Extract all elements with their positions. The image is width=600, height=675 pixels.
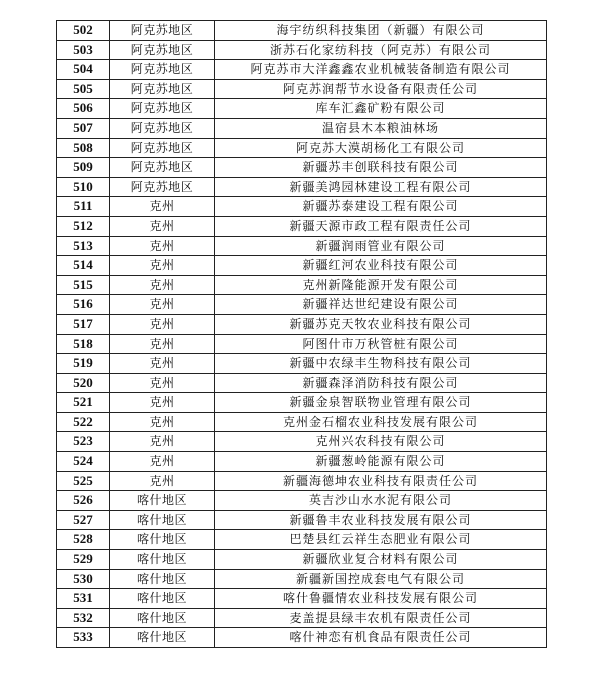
- row-number-cell: 526: [57, 491, 110, 511]
- company-name-cell: 库车汇鑫矿粉有限公司: [215, 99, 547, 119]
- company-name-cell: 克州新隆能源开发有限公司: [215, 275, 547, 295]
- company-name-cell: 新疆海德坤农业科技有限责任公司: [215, 471, 547, 491]
- row-number-cell: 513: [57, 236, 110, 256]
- company-name-cell: 新疆苏丰创联科技有限公司: [215, 158, 547, 178]
- region-cell: 喀什地区: [110, 628, 215, 648]
- region-cell: 克州: [110, 197, 215, 217]
- row-number-cell: 507: [57, 118, 110, 138]
- table-row: [57, 40, 547, 60]
- region-cell: 克州: [110, 256, 215, 276]
- row-number-cell: 516: [57, 295, 110, 315]
- table-row: [57, 79, 547, 99]
- region-cell: 喀什地区: [110, 510, 215, 530]
- region-cell: 克州: [110, 432, 215, 452]
- company-name-cell: 浙苏石化家纺科技（阿克苏）有限公司: [215, 40, 547, 60]
- company-list-table-wrapper: [56, 20, 546, 648]
- row-number-cell: 519: [57, 354, 110, 374]
- company-name-cell: 喀什神恋有机食品有限责任公司: [215, 628, 547, 648]
- row-number-cell: 502: [57, 21, 110, 41]
- row-number-cell: 503: [57, 40, 110, 60]
- company-name-cell: 喀什鲁疆情农业科技发展有限公司: [215, 589, 547, 609]
- table-row: [57, 236, 547, 256]
- region-cell: 阿克苏地区: [110, 60, 215, 80]
- company-name-cell: 新疆新国控成套电气有限公司: [215, 569, 547, 589]
- region-cell: 喀什地区: [110, 589, 215, 609]
- company-name-cell: 新疆美鸿园林建设工程有限公司: [215, 177, 547, 197]
- table-row: [57, 393, 547, 413]
- company-name-cell: 阿克苏大漠胡杨化工有限公司: [215, 138, 547, 158]
- region-cell: 克州: [110, 412, 215, 432]
- row-number-cell: 514: [57, 256, 110, 276]
- region-cell: 喀什地区: [110, 530, 215, 550]
- region-cell: 阿克苏地区: [110, 40, 215, 60]
- company-name-cell: 新疆润雨管业有限公司: [215, 236, 547, 256]
- row-number-cell: 512: [57, 216, 110, 236]
- table-row: [57, 530, 547, 550]
- table-row: [57, 334, 547, 354]
- company-name-cell: 海宇纺织科技集团（新疆）有限公司: [215, 21, 547, 41]
- company-name-cell: 新疆葱岭能源有限公司: [215, 452, 547, 472]
- row-number-cell: 527: [57, 510, 110, 530]
- table-row: [57, 21, 547, 41]
- region-cell: 喀什地区: [110, 569, 215, 589]
- table-row: [57, 216, 547, 236]
- table-row: [57, 373, 547, 393]
- region-cell: 克州: [110, 236, 215, 256]
- region-cell: 克州: [110, 452, 215, 472]
- table-row: [57, 491, 547, 511]
- region-cell: 克州: [110, 295, 215, 315]
- row-number-cell: 523: [57, 432, 110, 452]
- region-cell: 阿克苏地区: [110, 99, 215, 119]
- region-cell: 阿克苏地区: [110, 138, 215, 158]
- table-row: [57, 60, 547, 80]
- row-number-cell: 509: [57, 158, 110, 178]
- row-number-cell: 521: [57, 393, 110, 413]
- region-cell: 阿克苏地区: [110, 21, 215, 41]
- table-row: [57, 354, 547, 374]
- table-row: [57, 158, 547, 178]
- row-number-cell: 525: [57, 471, 110, 491]
- table-row: [57, 589, 547, 609]
- table-row: [57, 118, 547, 138]
- row-number-cell: 531: [57, 589, 110, 609]
- table-row: [57, 314, 547, 334]
- company-name-cell: 麦盖提县绿丰农机有限责任公司: [215, 608, 547, 628]
- region-cell: 阿克苏地区: [110, 158, 215, 178]
- table-row: [57, 256, 547, 276]
- company-name-cell: 新疆森泽消防科技有限公司: [215, 373, 547, 393]
- row-number-cell: 529: [57, 550, 110, 570]
- company-name-cell: 阿克苏市大洋鑫鑫农业机械装备制造有限公司: [215, 60, 547, 80]
- table-row: [57, 510, 547, 530]
- row-number-cell: 533: [57, 628, 110, 648]
- region-cell: 阿克苏地区: [110, 177, 215, 197]
- company-name-cell: 新疆鲁丰农业科技发展有限公司: [215, 510, 547, 530]
- table-row: [57, 569, 547, 589]
- company-name-cell: 英吉沙山水水泥有限公司: [215, 491, 547, 511]
- company-name-cell: 新疆苏克天牧农业科技有限公司: [215, 314, 547, 334]
- row-number-cell: 518: [57, 334, 110, 354]
- region-cell: 克州: [110, 334, 215, 354]
- row-number-cell: 515: [57, 275, 110, 295]
- region-cell: 克州: [110, 216, 215, 236]
- company-name-cell: 巴楚县红云祥生态肥业有限公司: [215, 530, 547, 550]
- table-body: [57, 21, 547, 648]
- company-name-cell: 新疆欣业复合材料有限公司: [215, 550, 547, 570]
- region-cell: 克州: [110, 393, 215, 413]
- row-number-cell: 532: [57, 608, 110, 628]
- row-number-cell: 522: [57, 412, 110, 432]
- table-row: [57, 608, 547, 628]
- row-number-cell: 528: [57, 530, 110, 550]
- row-number-cell: 517: [57, 314, 110, 334]
- company-name-cell: 新疆金泉智联物业管理有限公司: [215, 393, 547, 413]
- row-number-cell: 524: [57, 452, 110, 472]
- company-name-cell: 温宿县木本粮油林场: [215, 118, 547, 138]
- table-row: [57, 295, 547, 315]
- region-cell: 克州: [110, 354, 215, 374]
- table-row: [57, 628, 547, 648]
- row-number-cell: 506: [57, 99, 110, 119]
- table-row: [57, 177, 547, 197]
- company-name-cell: 新疆中农绿丰生物科技有限公司: [215, 354, 547, 374]
- table-row: [57, 452, 547, 472]
- table-row: [57, 432, 547, 452]
- table-row: [57, 412, 547, 432]
- table-row: [57, 138, 547, 158]
- company-name-cell: 新疆苏泰建设工程有限公司: [215, 197, 547, 217]
- table-row: [57, 275, 547, 295]
- row-number-cell: 508: [57, 138, 110, 158]
- region-cell: 阿克苏地区: [110, 79, 215, 99]
- table-row: [57, 197, 547, 217]
- row-number-cell: 520: [57, 373, 110, 393]
- region-cell: 喀什地区: [110, 491, 215, 511]
- company-name-cell: 克州金石榴农业科技发展有限公司: [215, 412, 547, 432]
- company-name-cell: 阿图什市万秋管桩有限公司: [215, 334, 547, 354]
- region-cell: 喀什地区: [110, 608, 215, 628]
- region-cell: 克州: [110, 314, 215, 334]
- table-row: [57, 550, 547, 570]
- company-list-table: [56, 20, 547, 648]
- region-cell: 克州: [110, 471, 215, 491]
- row-number-cell: 505: [57, 79, 110, 99]
- company-name-cell: 新疆红河农业科技有限公司: [215, 256, 547, 276]
- row-number-cell: 511: [57, 197, 110, 217]
- company-name-cell: 阿克苏润帮节水设备有限责任公司: [215, 79, 547, 99]
- region-cell: 克州: [110, 373, 215, 393]
- row-number-cell: 510: [57, 177, 110, 197]
- row-number-cell: 530: [57, 569, 110, 589]
- region-cell: 克州: [110, 275, 215, 295]
- table-row: [57, 471, 547, 491]
- region-cell: 喀什地区: [110, 550, 215, 570]
- company-name-cell: 克州兴农科技有限公司: [215, 432, 547, 452]
- row-number-cell: 504: [57, 60, 110, 80]
- company-name-cell: 新疆祥达世纪建设有限公司: [215, 295, 547, 315]
- region-cell: 阿克苏地区: [110, 118, 215, 138]
- table-row: [57, 99, 547, 119]
- company-name-cell: 新疆天源市政工程有限责任公司: [215, 216, 547, 236]
